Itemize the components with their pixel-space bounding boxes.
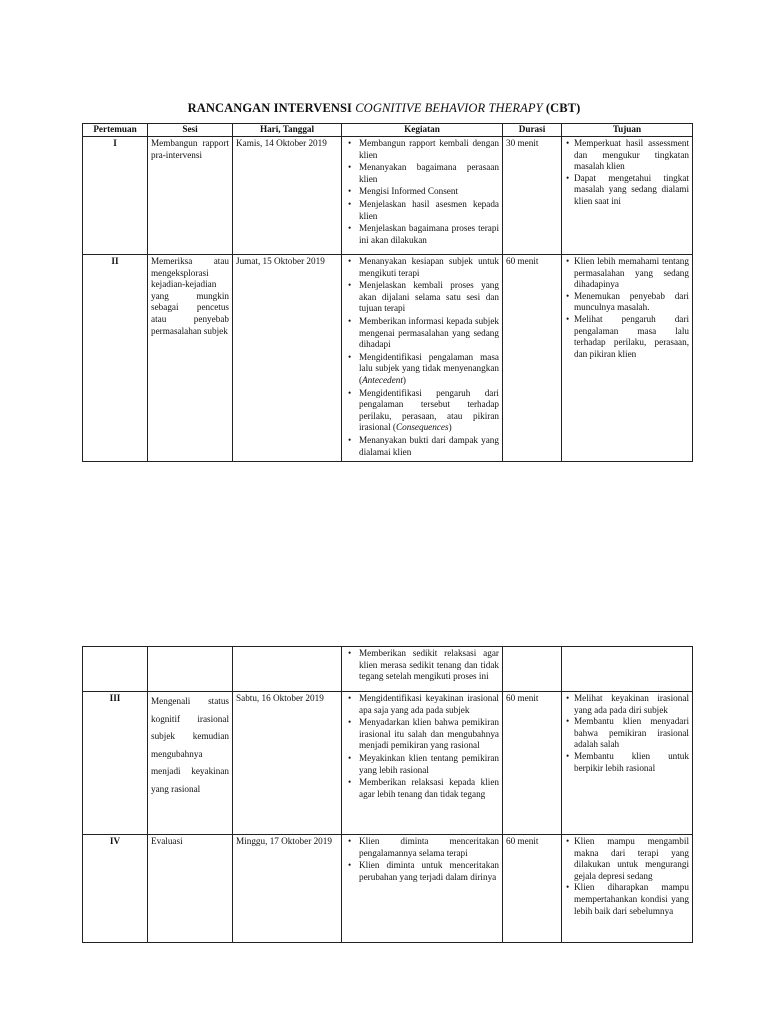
antecedent-term: Antecedent	[362, 374, 403, 385]
title-part-3: (CBT)	[542, 101, 581, 115]
list-item	[359, 388, 499, 434]
table-row	[83, 647, 693, 692]
cell-tanggal: Jumat, 15 Oktober 2019	[233, 255, 342, 462]
cell-tanggal	[233, 647, 342, 692]
list-item: • Klien diharapkan mampu mempertahankan kondisi yang lebih baik dari sebelumnya	[574, 882, 689, 917]
table-row	[83, 137, 693, 255]
cell-pertemuan: II	[83, 255, 148, 462]
list-item	[359, 352, 499, 387]
header-kegiatan: Kegiatan	[342, 124, 503, 137]
list-item: • Dapat mengetahui tingkat masalah yang sedang dialami klien saat ini	[574, 173, 689, 208]
list-item-text: Mengidentifikasi pengaruh dari pengalaman tersebut terhadap perilaku, perasaan, atau pikiran irasional (	[359, 387, 499, 433]
list-item: • Menjelaskan kembali proses yang akan dijalani selama satu sesi dan tujuan terapi	[359, 280, 499, 315]
cell-pertemuan	[83, 647, 148, 692]
list-item: • Menyadarkan klien bahwa pemikiran irasional itu salah dan mengubahnya menjadi pemikiran yang rasional	[359, 717, 499, 752]
list-item: • Melihat pengaruh dari pengalaman masa lalu terhadap perilaku, perasaan, dan pikiran klien	[574, 314, 689, 360]
list-item: • Klien diminta untuk menceritakan perubahan yang terjadi dalam dirinya	[359, 860, 499, 883]
cell-durasi: 60 menit	[503, 692, 562, 835]
cell-tujuan	[562, 137, 693, 255]
cell-kegiatan	[342, 692, 503, 835]
cell-kegiatan	[342, 137, 503, 255]
consequences-term: Consequences	[396, 422, 449, 433]
list-item: • Membantu klien untuk berpikir lebih rasional	[574, 751, 689, 774]
cell-sesi: Mengenali status kognitif irasional subjek kemudian mengubahnya menjadi keyakinan yang rasional	[148, 692, 233, 835]
list-item: • Meyakinkan klien tentang pemikiran yang lebih rasional	[359, 753, 499, 776]
list-item: • Memberikan relaksasi kepada klien agar lebih tenang dan tidak tegang	[359, 777, 499, 800]
cell-pertemuan: III	[83, 692, 148, 835]
document-title	[0, 101, 768, 116]
list-item: • Klien mampu mengambil makna dari terapi yang dilakukan untuk mengurangi gejala depresi sedang	[574, 836, 689, 882]
header-pertemuan: Pertemuan	[83, 124, 148, 137]
list-item: • Memberikan informasi kepada subjek mengenai permasalahan yang sedang dihadapi	[359, 316, 499, 351]
table-header-row	[83, 124, 693, 137]
intervention-table-page-1	[82, 123, 693, 462]
list-item: • Mengisi Informed Consent	[359, 186, 499, 198]
cell-pertemuan: IV	[83, 835, 148, 943]
cell-tujuan	[562, 835, 693, 943]
list-item: • Membantu klien menyadari bahwa pemikiran irasional adalah salah	[574, 716, 689, 751]
header-tanggal: Hari, Tanggal	[233, 124, 342, 137]
cell-sesi: Membangun rapport pra-intervensi	[148, 137, 233, 255]
header-sesi: Sesi	[148, 124, 233, 137]
cell-sesi: Memeriksa atau mengeksplorasi kejadian-kejadian yang mungkin sebagai pencetus atau penyebab permasalahan subjek	[148, 255, 233, 462]
table-row	[83, 692, 693, 835]
cell-durasi: 30 menit	[503, 137, 562, 255]
cell-durasi: 60 menit	[503, 255, 562, 462]
title-part-1: RANCANGAN INTERVENSI	[187, 101, 356, 115]
cell-kegiatan	[342, 647, 503, 692]
list-item: • Klien lebih memahami tentang permasalahan yang sedang dihadapinya	[574, 256, 689, 291]
list-item: • Membangun rapport kembali dengan klien	[359, 138, 499, 161]
cell-tujuan	[562, 255, 693, 462]
cell-sesi	[148, 647, 233, 692]
table-row	[83, 835, 693, 943]
list-item: • Mengidentifikasi keyakinan irasional apa saja yang ada pada subjek	[359, 693, 499, 716]
list-item: • Menanyakan bukti dari dampak yang dialamai klien	[359, 435, 499, 458]
cell-tujuan	[562, 647, 693, 692]
cell-sesi: Evaluasi	[148, 835, 233, 943]
cell-kegiatan	[342, 255, 503, 462]
list-item-text: Mengidentifikasi pengalaman masa lalu subjek yang tidak menyenangkan (	[359, 351, 499, 385]
list-item: • Menanyakan kesiapan subjek untuk mengikuti terapi	[359, 256, 499, 279]
table-row	[83, 255, 693, 462]
list-item: • Memperkuat hasil assessment dan mengukur tingkatan masalah klien	[574, 138, 689, 173]
header-tujuan: Tujuan	[562, 124, 693, 137]
title-part-2: COGNITIVE BEHAVIOR THERAPY	[355, 101, 543, 115]
list-item: • Menanyakan bagaimana perasaan klien	[359, 162, 499, 185]
cell-durasi	[503, 647, 562, 692]
header-durasi: Durasi	[503, 124, 562, 137]
list-item: • Menjelaskan hasil asesmen kepada klien	[359, 199, 499, 222]
list-item: • Menjelaskan bagaimana proses terapi ini akan dilakukan	[359, 223, 499, 246]
cell-kegiatan	[342, 835, 503, 943]
cell-pertemuan: I	[83, 137, 148, 255]
cell-tanggal: Sabtu, 16 Oktober 2019	[233, 692, 342, 835]
list-item: • Menemukan penyebab dari munculnya masalah.	[574, 291, 689, 314]
cell-tanggal: Minggu, 17 Oktober 2019	[233, 835, 342, 943]
list-item: • Klien diminta menceritakan pengalamannya selama terapi	[359, 836, 499, 859]
intervention-table-page-2	[82, 646, 693, 943]
close-paren: )	[402, 374, 406, 385]
list-item: • Melihat keyakinan irasional yang ada pada diri subjek	[574, 693, 689, 716]
cell-durasi: 60 menit	[503, 835, 562, 943]
cell-tujuan	[562, 692, 693, 835]
list-item: • Memberikan sedikit relaksasi agar klien merasa sedikit tenang dan tidak tegang setelah mengikuti proses ini	[359, 648, 499, 683]
close-paren: )	[448, 422, 452, 433]
cell-tanggal: Kamis, 14 Oktober 2019	[233, 137, 342, 255]
